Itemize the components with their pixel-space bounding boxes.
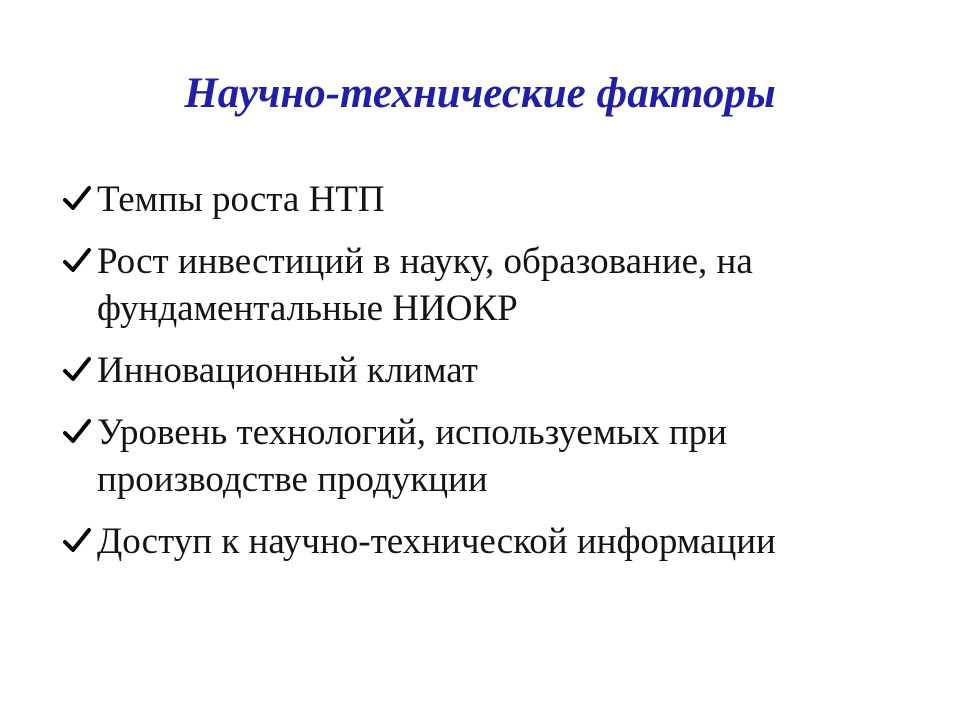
bullet-item-investment	[62, 238, 922, 332]
bullet-item-technology-level	[62, 409, 922, 503]
bullet-item-information-access	[62, 518, 922, 565]
bullet-list	[62, 176, 922, 580]
check-icon	[62, 355, 92, 385]
bullet-text: Уровень технологий, используемых при производстве продукции	[97, 412, 727, 500]
check-icon	[62, 526, 92, 556]
check-icon	[62, 417, 92, 447]
slide-title: Научно-технические факторы	[184, 70, 776, 117]
bullet-item-growth-rate	[62, 176, 922, 223]
check-icon	[62, 184, 92, 214]
bullet-item-innovation-climate	[62, 347, 922, 394]
bullet-text: Инновационный климат	[97, 350, 478, 391]
bullet-text: Рост инвестиций в науку, образование, на фундаментальные НИОКР	[97, 241, 753, 329]
check-icon	[62, 246, 92, 276]
bullet-text: Темпы роста НТП	[97, 179, 385, 220]
bullet-text: Доступ к научно-технической информации	[97, 521, 776, 562]
